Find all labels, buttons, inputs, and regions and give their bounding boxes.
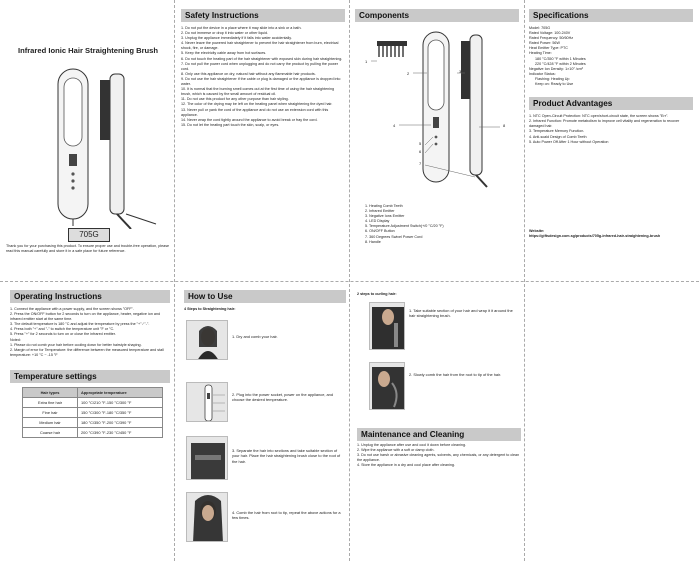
table-cell: Extra fine hair — [23, 397, 78, 407]
fold-line — [0, 281, 699, 282]
list-item: 15. Do not let the heating part touch the skin, scalp, or eyes. — [181, 122, 280, 127]
list-item: 1. Heating Comb Teeth — [365, 204, 403, 208]
list-item: 14. Never wrap the cord tightly around the appliance to avoid break or fray the cord. — [181, 117, 318, 122]
operating-list — [10, 307, 170, 358]
spec-line: Model: 705G — [529, 26, 551, 30]
table-cell: Medium hair — [23, 417, 78, 427]
brush-side-view — [100, 74, 156, 229]
spec-line: Heating Time: — [529, 51, 552, 56]
step-photo — [369, 302, 405, 350]
howto-panel — [184, 290, 346, 558]
section-header: Safety Instructions — [181, 9, 345, 22]
step-photo — [186, 436, 228, 480]
maintenance-list — [357, 443, 521, 468]
section-header: Operating Instructions — [10, 290, 170, 303]
list-item: 5. Temperature Adjustment Switch(+/0 °C/20 °F) — [365, 224, 444, 229]
specs-panel — [529, 9, 693, 279]
spec-line: Rated Voltage: 100-240V — [529, 31, 571, 36]
step-text: 3. Separate the hair into sections and take suitable section of your hair. Place the hair straightening brush close to the root of the hair. — [232, 448, 341, 464]
step-photo — [369, 362, 405, 410]
step-photo — [186, 492, 228, 542]
list-item: 4. LED Display — [365, 219, 390, 224]
step-text: 2. Plug into the power socket, power on the appliance, and choose the desired temperature. — [232, 392, 334, 403]
components-list — [365, 204, 444, 245]
list-item: 11. Do not use this product for any other purpose than hair styling. — [181, 97, 289, 102]
list-item: 4. Press both "+" and "-" to switch the temperature unit °F or °C. — [10, 327, 115, 332]
safety-list — [181, 26, 345, 128]
list-item: 3. Negative Ions Emitter — [365, 214, 405, 219]
section-header: Temperature settings — [10, 370, 170, 383]
safety-panel — [181, 9, 345, 279]
callout-label: 1 — [365, 59, 368, 64]
website-label: Website: — [529, 229, 545, 233]
table-row — [23, 397, 163, 407]
diagram-side-view — [461, 35, 487, 187]
table-row — [23, 407, 163, 417]
table-row — [23, 417, 163, 427]
list-item: 7. 360 Degrees Swivel Power Cord — [365, 234, 423, 239]
spec-line: Flashing: Heating Up — [535, 76, 570, 81]
spec-line: Rated Power: 56W — [529, 41, 560, 46]
table-cell: 200 °C/390 °F-230 °C/450 °F — [78, 427, 163, 437]
step-text: 1. Take suitable section of your hair and wrap it it around the hair straightening brush. — [409, 308, 513, 319]
cover-title: Infrared Ionic Hair Straightening Brush — [17, 46, 159, 55]
spec-line: Indicator Status: — [529, 71, 556, 76]
table-row — [23, 427, 163, 437]
list-item: 2. Do not immerse or drop it into water or other liquid. — [181, 31, 269, 36]
list-item: 3. Unplug the appliance immediately if it falls into water accidentally. — [181, 36, 292, 41]
list-item: 9. Do not use the hair straightener if the cable or plug is damaged or the appliance is dropped into water. — [181, 76, 341, 87]
list-item: 2. Infrared Function: Promote metabolism to improve cell vitality and regeneration to recover damaged hair. — [529, 119, 680, 129]
list-item: 3. Do not use harsh or abrasive cleaning agents, solvents, any chemicals, or any detergent to clean the appliance. — [357, 453, 520, 463]
section-header: Product Advantages — [529, 97, 693, 110]
callout-label: 4 — [393, 123, 396, 128]
section-header: Components — [355, 9, 519, 22]
table-header: Appropriate temperature — [78, 387, 163, 397]
advantages-list — [529, 114, 693, 145]
step-photo — [186, 382, 228, 422]
operating-panel — [10, 290, 170, 558]
list-item: 4. Store the appliance in a dry and cool place after cleaning. — [357, 463, 455, 468]
step-photo — [186, 320, 228, 360]
table-cell: Coarse hair — [23, 427, 78, 437]
spec-line: 180 °C/350 °F within 1 Minutes — [535, 56, 586, 61]
model-badge: 705G — [68, 228, 110, 242]
callout-label: 3 — [459, 69, 462, 74]
list-item: 1. Unplug the appliance after use and cool it down before cleaning. — [357, 443, 467, 447]
table-header: Hair types — [23, 387, 78, 397]
spec-line: Keep on: Ready to Use — [535, 82, 574, 87]
spec-line: Rated Frequency: 50/60Hz — [529, 36, 574, 41]
callout-label: 2 — [407, 71, 410, 76]
website-link[interactable]: https://giftsdesign.com.sg/products/705g-infrared-hair-straightening-brush — [529, 234, 661, 238]
list-item: 8. Handle — [365, 239, 381, 244]
callout-label: 6 — [419, 149, 422, 154]
note-item: 1. Please do not comb your hair before cooling down for better hairstyle shaping. — [10, 342, 142, 347]
list-item: 2. Infrared Emitter — [365, 209, 395, 214]
brush-front-view — [58, 69, 88, 226]
table-cell: Fine hair — [23, 407, 78, 417]
callout-label: 5 — [419, 141, 422, 146]
table-header-row — [23, 387, 163, 397]
list-item: 13. Never pull or yank the cord of the appliance and do not use an extension cord with this appliance. — [181, 107, 329, 117]
list-item: 2. Press the ON/OFF button for 2 seconds to turn on the appliance, heater, negative ion and infrared emitter start at the same time. — [10, 312, 161, 322]
list-item: 3. Temperature Memory Function. — [529, 129, 585, 134]
section-header: Specifications — [529, 9, 693, 22]
list-item: 5. Keep the electricity cable away from hot surfaces. — [181, 51, 267, 56]
cover-panel — [6, 6, 170, 276]
diagram-front-view — [423, 32, 449, 182]
list-item: 2. Wipe the appliance with a soft or damp cloth. — [357, 448, 435, 453]
list-item: 8. Only use this appliance on dry, natural hair without any flammable hair products. — [181, 71, 316, 76]
spec-line: Heat Emitter Type: PTC — [529, 46, 568, 51]
note-item: 2. Margin of error for Temperature: the difference between the measured temperature and stall temperature: +10 °C ~ -15 °F — [10, 347, 164, 357]
list-item: 6. ON/OFF Button — [365, 229, 395, 234]
table-cell: 180 °C/350 °F-200 °C/390 °F — [78, 417, 163, 427]
spec-line: Negative Ion Density: 1×10⁷ /cm³ — [529, 66, 583, 71]
noted-label: Noted: — [10, 337, 21, 342]
step-text: 2. Slowly comb the hair from the root to tip of the hair. — [409, 372, 502, 377]
specs-list — [529, 26, 693, 87]
table-cell: 100 °C/210 °F-150 °C/300 °F — [78, 397, 163, 407]
list-item: 1. NTC Open-Circuit Protection: NTC open/short-circuit state, the screen shows "Err". — [529, 114, 669, 119]
callout-label: 7 — [419, 161, 422, 166]
list-item: 4. Never leave the powered hair straightener to prevent the hair straightener from burn, electrical shock, fire, or damage. — [181, 41, 339, 51]
step-text: 4. Comb the hair from root to tip, repeat the above actions for a few times. — [232, 510, 341, 521]
list-item: 1. Do not put the device in a place where it may slide into a sink or a bath. — [181, 26, 302, 30]
list-item: 10. It is normal that the burning smell comes out at the first time of using the hair straightening brush, which is caused by the small amount of residual oil. — [181, 87, 335, 97]
list-item: 5. Press "+" for 2 seconds to turn on or close the infrared emitter. — [10, 332, 116, 337]
diagram-comb-detail — [377, 41, 407, 57]
list-item: 6. Do not touch the heating part of the hair straightener with exposed skin during hair straightening. — [181, 56, 343, 61]
components-diagram — [355, 27, 519, 197]
section-header: How to Use — [184, 290, 346, 303]
step-text: 1. Dry and comb your hair. — [232, 334, 278, 339]
components-panel — [355, 9, 519, 279]
list-item: 12. The color of the drying may be left on the heating panel when straightening the dyed hair. — [181, 102, 333, 107]
temperature-table — [22, 387, 163, 438]
callout-label: 8 — [503, 123, 506, 128]
list-item: 1. Connect the appliance with a power supply, and the screen shows "OFF". — [10, 307, 134, 311]
curling-panel — [357, 290, 521, 558]
section-header: Maintenance and Cleaning — [357, 428, 521, 441]
howto-subtitle: 4 Steps to Straightening hair: — [184, 307, 236, 311]
table-cell: 150 °C/300 °F-180 °C/350 °F — [78, 407, 163, 417]
list-item: 3. The default temperature is 180 °C and adjust the temperature by press the "+" / "-". — [10, 322, 150, 327]
spec-line: 220 °C/428 °F within 2 Minutes — [535, 61, 586, 66]
product-illustration — [6, 64, 170, 229]
list-item: 4. Anti-scald Design of Comb Teeth — [529, 134, 587, 139]
list-item: 5. Auto Power Off After 1 Hour without Operation — [529, 139, 609, 144]
thank-you-text: Thank you for your purchasing this product. To ensure proper use and trouble-free operation, please read this manual carefully and store it in a safe place for future reference. — [6, 244, 170, 254]
list-item: 7. Do not pull the power cord when unplugging and do not carry the product by pulling the power cord. — [181, 61, 339, 71]
curling-subtitle: 2 steps to curling hair: — [357, 292, 397, 296]
